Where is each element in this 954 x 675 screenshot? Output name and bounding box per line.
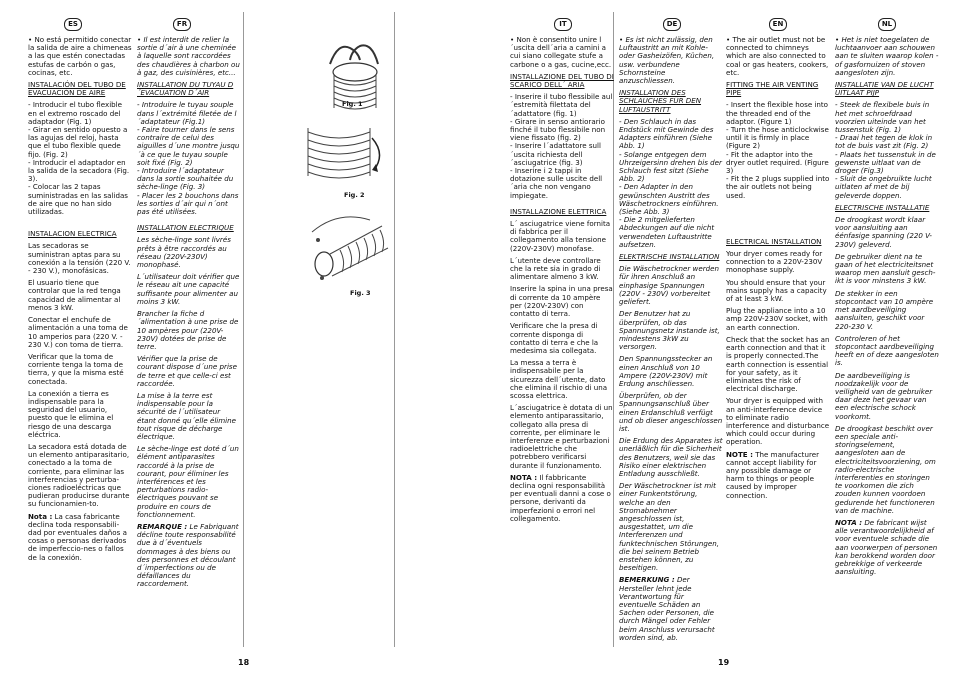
page-number-left: 18 <box>238 658 250 667</box>
en-air-pipe-steps: - Insert the flexible hose into the threaded end of the adaptor. (Figure 1) - Turn the hose anticlockwise until it is firmly in place (Figure 2) - Fit the adaptor into the dryer outlet required. (Figure 3) - Fit the 2 plugs supplied into the air outlets not being used. <box>726 100 830 200</box>
nl-heading-electrical: ELECTRISCHE INSTALLATIE <box>835 202 930 212</box>
es-note: Nota : La casa fabricante declina toda responsabili-dad por eventuales daños a cosas o personas derivados de imperfeccio-nes o fallos de la conexión. <box>28 511 127 562</box>
fr-heading-air-pipe: INSTALLATION DU TUYAU D´EVACUATION D´AIR <box>137 80 234 98</box>
de-paragraph: Den Spannungsstecker an einen Anschluß von 10 Ampere (220V-230V) mit Erdung anschliessen. <box>619 354 713 388</box>
column-nl <box>835 36 939 641</box>
en-paragraph: Your dryer is equipped with an anti-interference device to eliminate radio interference and disturbance which could occur during operation. <box>726 396 830 447</box>
lang-badge-en: EN <box>769 18 787 31</box>
fr-paragraph: Le sèche-linge est doté d´un élément antiparasites raccordé à la prise de courant, pour éliminer les interférences et les perturbations radio-électriques pouvant se produire en cours de fonctionnement. <box>137 444 239 519</box>
es-heading-electrical: INSTALACION ELECTRICA <box>28 229 117 239</box>
figure-3-adaptor-outlet <box>308 206 392 286</box>
it-paragraph: La messa a terra è indispensabile per la sicurezza dell´utente, dato che elimina il rischio di una scossa elettrica. <box>510 358 608 400</box>
en-paragraph: Plug the appliance into a 10 amp 220V-230V socket, with an earth connection. <box>726 306 828 332</box>
it-heading-air-pipe: INSTALLAZIONE DEL TUBO DI SCARICO DELL´ ARIA <box>510 71 614 90</box>
nl-heading-air-pipe: INSTALLATIE VAN DE LUCHT UITLAAT PIJP <box>835 80 934 98</box>
page-number-right: 19 <box>718 658 730 667</box>
fr-paragraph: La mise à la terre est indispensable pour la sécurité de l´utilisateur étant donné qu´elle élimine tout risque de décharge électrique. <box>137 390 236 441</box>
en-note: NOTE : The manufacturer cannot accept liability for any possible damage or harm to things or people caused by improper connection. <box>726 449 819 500</box>
divider-center-left <box>394 12 395 647</box>
it-paragraph: L´ asciugatrice viene fornita di fabbrica per il collegamento alla tensione (220V-230V) monofase. <box>510 219 611 253</box>
fr-paragraph: Vérifier que la prise de courant dispose d´une prise de terre et que celle-ci est raccordée. <box>137 354 237 388</box>
fr-air-pipe-steps: - Introduire le tuyau souple dans l´extrémité filetée de l´adaptateur (Fig.1) - Faire tourner dans le sens contraire de celui des aiguilles d´une montre jusqu´à ce que le tuyau souple soit fixé (Fig. 2) - Introduire l´adaptateur dans la sortie souhaitée du sèche-linge (Fig. 3) - Placer les 2 bouchons dans les sorties d´air qui n´ont pas été utilisées. <box>137 100 240 217</box>
de-paragraph: Die Erdung des Apparates ist unerläßlich für die Sicherheit des Benutzers, weil sie das Risiko einer elektrischen Entladung ausschließt. <box>619 436 723 478</box>
de-paragraph: Der Benutzer hat zu überprüfen, ob das Spannungsnetz instande ist, mindestens 3kW zu versorgen. <box>619 309 720 352</box>
it-paragraph: Inserire la spina in una presa di corrente da 10 ampère per (220V-230V) con contatto di terra. <box>510 284 613 319</box>
de-air-pipe-steps: - Den Schlauch in das Endstück mit Gewinde des Adapters einführen (Siehe Abb. 1) - Solange entgegen dem Uhrzeigersinn drehen bis der Schlauch fest sitzt (Siehe Abb. 2) - Den Adapter in den gewünschten Austritt des Wäschetrockners einführen. (Siehe Abb. 3) - Die 2 mitgelieferten Abdeckungen auf die nicht verwendeten Luftaustritte aufsetzen. <box>619 116 722 249</box>
en-paragraph: Check that the socket has an earth connection and that it is properly connected.The earth connection is essential for your safety, as it eliminates the risk of electrical discharge. <box>726 334 830 394</box>
es-paragraph: Verificar que la toma de corriente tenga la toma de tierra, y que la misma esté conectada. <box>28 351 124 386</box>
figure-1-label: Fig. 1 <box>342 100 363 108</box>
es-paragraph: El usuario tiene que controlar que la red tenga capacidad de alimentar al menos 3 kW. <box>28 278 121 312</box>
column-de <box>619 36 723 641</box>
lang-badge-de: DE <box>663 18 681 31</box>
divider-left <box>243 12 244 647</box>
fr-paragraph: Brancher la fiche d´alimentation à une prise de 10 ampères pour (220V-230V) dotées de prise de terre. <box>137 309 239 351</box>
es-air-pipe-steps: - Introducir el tubo flexible en el extremo roscado del adaptador (Fig. 1) - Girar en sentido opuesto a las agujas del reloj, hasta que el tubo flexible quede fijo. (Fig. 2) - Introducir el adaptador en la salida de la secadora (Fig. 3). - Colocar las 2 tapas suministradas en las salidas de aire que no han sido utilizadas. <box>28 100 130 217</box>
en-heading-electrical: ELECTRICAL INSTALLATION <box>726 236 822 246</box>
figure-3-label: Fig. 3 <box>350 289 371 297</box>
it-paragraph: Verificare che la presa di corrente disponga di contatto di terra e che la medesima sia collegata. <box>510 321 599 355</box>
nl-paragraph: De gebruiker dient na te gaan of het electriciteitsnet waarop men aansluit gesch-ikt is voor minstens 3 kW. <box>835 251 936 286</box>
de-heading-electrical: ELEKTRISCHE INSTALLATION <box>619 252 720 262</box>
lang-badge-nl: NL <box>878 18 896 31</box>
it-heading-electrical: INSTALLAZIONE ELETTRICA <box>510 206 607 216</box>
en-heading-air-pipe: FITTING THE AIR VENTING PIPE <box>726 80 819 98</box>
lang-badge-it: IT <box>554 18 572 31</box>
it-air-pipe-steps: - Inserire il tubo flessibile aul´estremità filettata del´adattatore (fig. 1) - Girare in senso antiorario finché il tubo flessibile non viene fissato (fig. 2) - Inserire l´adattatore sull´uscita richiesta dell´asciugatrice (fig. 3) - Inserire i 2 tappi in dotazione sulle uscite dell´aria che non vengano impiegate. <box>510 92 613 200</box>
lang-badge-fr: FR <box>173 18 191 31</box>
it-warning: • Non è consentito unire l´uscita dell´aria a camini a cui siano collegate stufe a carbone o a gas, cucine,ecc. <box>510 36 612 69</box>
nl-air-pipe-steps: - Steek de flexibele buis in het met schroefdraad voorzien uiteinde van het tussenstuk (Fig. 1) - Draai het tegen de klok in tot de buis vast zit (Fig. 2) - Plaats het tussenstuk in de gewenste uitlaat van de droger (Fig.3) - Sluit de ongebruikte lucht uitlaten af met de bij geleverde doppen. <box>835 100 936 200</box>
de-paragraph: Der Wäschetrockner ist mit einer Funkentstörung, welche an den Stromabnehmer angeschlossen ist, ausgestattet, um die Interferenzen und funktechnischen Störungen, die bei seinem Betrieb enstehen können, zu beseitigen. <box>619 481 719 573</box>
en-warning: • The air outlet must not be connected to chimneys which are also connected to coal or gas heaters, cookers, etc. <box>726 36 829 77</box>
lang-badge-es: ES <box>64 18 82 31</box>
fr-note: REMARQUE : Le Fabriquant décline toute responsabilité due à d´éventuels dommages à des biens ou des personnes et découlant d´imperfections ou de défaillances du raccordement. <box>137 521 239 589</box>
figure-2-hose-rotation <box>300 118 390 190</box>
nl-warning: • Het is niet toegelaten de luchtaanvoer aan schouwen aan te sluiten waarop kolen -of gasfornuizen of stoven aangesloten zijn. <box>835 36 939 77</box>
column-es <box>28 36 132 641</box>
de-heading-air-pipe: INSTALLATION DES SCHLAUCHES FÜR DEN LUFTAUSTRITT <box>619 88 702 114</box>
fr-paragraph: Les sèche-linge sont livrés prêts à être raccordés au réseau (220V-230V) monophasé. <box>137 235 231 270</box>
column-en <box>726 36 830 641</box>
en-paragraph: You should ensure that your mains supply has a capacity of at least 3 kW. <box>726 277 827 304</box>
fr-warning: • Il est interdit de relier la sortie d´air à une cheminée à laquelle sont raccordées des chaudières à charbon ou à gaz, des cuisinières, etc... <box>137 36 240 77</box>
column-it <box>510 36 614 641</box>
it-paragraph: L´utente deve controllare che la rete sia in grado di alimentare almeno 3 kW. <box>510 255 601 282</box>
it-note: NOTA : Il fabbricante declina ogni responsabilità per eventuali danni a cose o persone, derivanti da imperfezioni o errori nel collegamento. <box>510 472 611 523</box>
it-paragraph: L´asciugatrice è dotata di un elemento antiparassitario, collegato alla presa di corrente, per eliminare le interferenze e perturbazioni radioelettriche che potrebbero verificarsi durante il funzionamento. <box>510 403 613 470</box>
de-note: BEMERKUNG : Der Hersteller lehnt jede Verantwortung für eventuelle Schäden an Sachen oder Personen, die durch Mängel oder Fehler beim Anschluss verursacht worden sind, ab. <box>619 575 715 641</box>
figure-2-label: Fig. 2 <box>344 191 365 199</box>
nl-paragraph: De stekker in een stopcontact van 10 ampère met aardbeveiliging aansluiten, geschikt voor 220-230 V. <box>835 288 934 331</box>
nl-paragraph: De droogkast wordt klaar voor aansluiting aan éénfasige spanning (220 V-230V) geleverd. <box>835 215 932 249</box>
fr-paragraph: L´utilisateur doit vérifier que le réseau ait une capacité suffisante pour alimenter au moins 3 kW. <box>137 272 240 306</box>
es-paragraph: La secadora está dotada de un elemento antiparasitario, conectado a la toma de corriente, para eliminar las interferencias y perturba-ciones radioeléctricas que pudieran producirse durante su funcionamien-to. <box>28 441 130 509</box>
es-paragraph: Las secadoras se suministran aptas para su conexión a la tensión (220 V. - 230 V.), monofásicas. <box>28 241 131 276</box>
de-warning: • Es ist nicht zulässig, den Luftaustritt an mit Kohle- oder Gasheizöfen, Küchen, usw. verbundene Schornsteine anzuschliessen. <box>619 36 715 86</box>
es-paragraph: La conexión a tierra es indispensable para la seguridad del usuario, puesto que le elimina el riesgo de una descarga eléctrica. <box>28 388 114 439</box>
nl-paragraph: Controleren of het stopcontact aardbeveiliging heeft en of deze aangesloten is. <box>835 333 939 368</box>
nl-paragraph: De droogkast beschikt over een speciale anti-storingselement, aangesloten aan de electriciteitsvoorziening, om radio-electrische interferenties en storingen te voorkomen die zich zouden kunnen voordoen gedurende het functioneren van de machine. <box>835 423 936 515</box>
es-paragraph: Conectar el enchufe de alimentación a una toma de 10 amperios para (220 V. - 230 V.) con toma de tierra. <box>28 315 128 349</box>
es-heading-air-pipe: INSTALACIÓN DEL TUBO DE EVACUACIÓN DE AIRE <box>28 80 126 98</box>
column-fr <box>137 36 241 641</box>
en-paragraph: Your dryer comes ready for connection to a 220V-230V monophase supply. <box>726 249 823 275</box>
de-paragraph: Überprüfen, ob der Spannungsanschluß über einen Erdanschluß verfügt und ob dieser angeschlossen ist. <box>619 391 723 433</box>
fr-heading-electrical: INSTALLATION ELECTRIQUE <box>137 223 234 233</box>
nl-paragraph: De aardbeveiliging is noodzakelijk voor de veiligheid van de gebruiker daar deze het gevaar van een electrische schock voorkomt. <box>835 370 933 421</box>
es-warning: • No está permitido conectar la salida de aire a chimeneas a las que estén conectadas estufas de carbón o gas, cocinas, etc. <box>28 36 132 77</box>
de-paragraph: Die Wäschetrockner werden für ihren Anschluß an einphasige Spannungen (220V - 230V) vorbereitet geliefert. <box>619 264 720 307</box>
nl-note: NOTA : De fabricant wijst alle verantwoordelijkheid af voor eventuele schade die aan voorwerpen of personen kan berokkend worden door gebrekkige of verkeerde aansluiting. <box>835 517 938 577</box>
